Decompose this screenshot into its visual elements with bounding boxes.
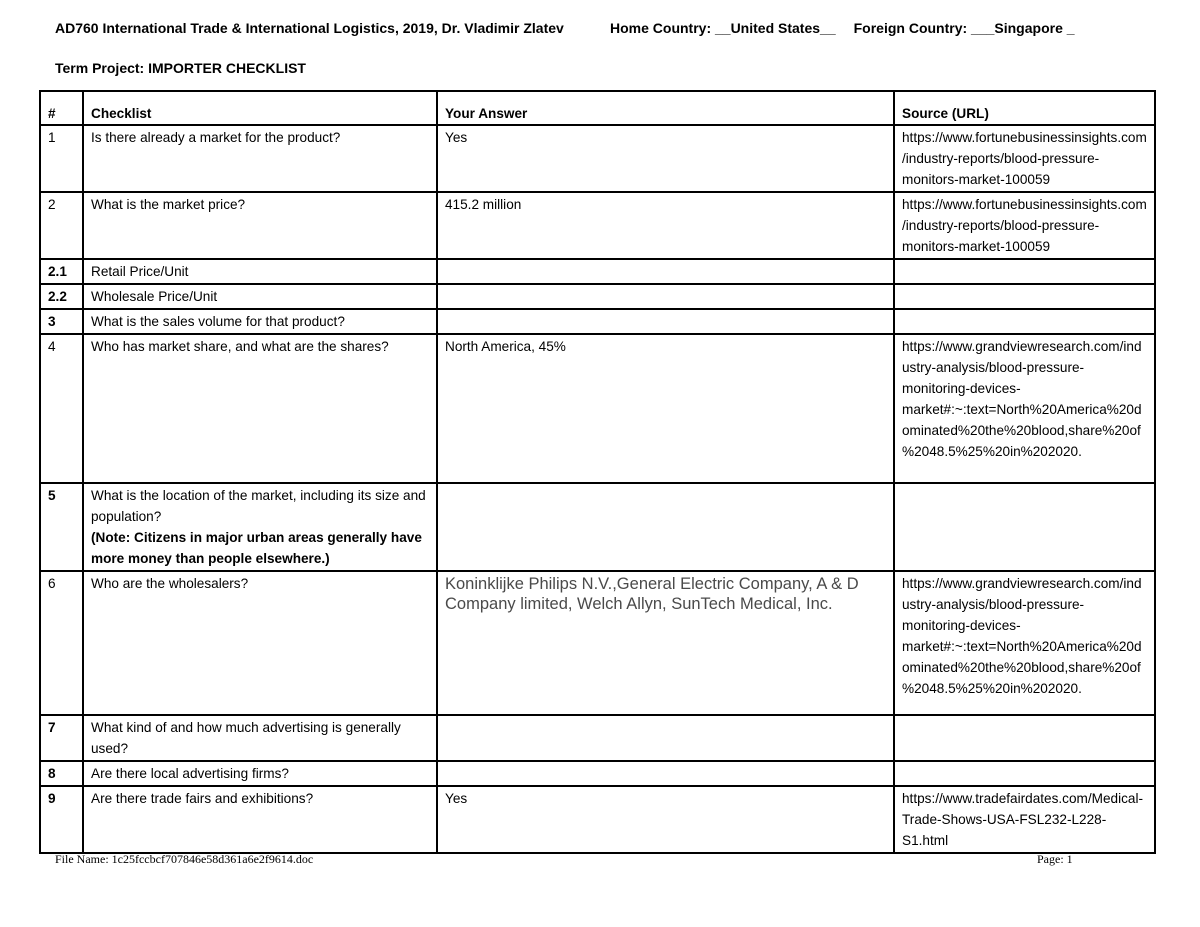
table-row [40,715,1155,761]
row-source: https://www.grandviewresearch.com/industry-analysis/blood-pressure-monitoring-devices-market#:~:text=North%20America%20dominated%20the%20blood,share%20of%2048.5%25%20in%202020. [894,334,1155,483]
row-source: https://www.fortunebusinessinsights.com/industry-reports/blood-pressure-monitors-market-100059 [894,192,1155,259]
project-title: Term Project: IMPORTER CHECKLIST [55,60,306,76]
row-number: 3 [40,309,83,334]
row-question: Are there local advertising firms? [83,761,437,786]
table-row [40,192,1155,259]
row-number: 2.2 [40,284,83,309]
row-answer [437,284,894,309]
row-question-note: (Note: Citizens in major urban areas generally have more money than people elsewhere.) [91,530,422,566]
row-question: What is the market price? [83,192,437,259]
row-source [894,309,1155,334]
checklist-table [39,90,1156,854]
row-source [894,259,1155,284]
row-source [894,483,1155,571]
table-row [40,786,1155,853]
row-question: Are there trade fairs and exhibitions? [83,786,437,853]
column-header-source: Source (URL) [894,91,1155,125]
row-number: 5 [40,483,83,571]
row-answer [437,483,894,571]
row-answer: Koninklijke Philips N.V.,General Electric Company, A & D Company limited, Welch Allyn, SunTech Medical, Inc. [437,571,894,715]
row-question: What is the location of the market, including its size and population? [91,488,426,524]
table-row [40,571,1155,715]
row-answer: North America, 45% [437,334,894,483]
document-title: AD760 International Trade & International Logistics, 2019, Dr. Vladimir Zlatev [55,20,564,36]
row-question: What kind of and how much advertising is generally used? [83,715,437,761]
row-answer: 415.2 million [437,192,894,259]
row-source [894,715,1155,761]
row-answer [437,715,894,761]
row-question-cell [83,483,437,571]
row-source [894,761,1155,786]
table-row [40,125,1155,192]
home-country: Home Country: __United States__ [610,20,836,36]
row-number: 2 [40,192,83,259]
row-number: 1 [40,125,83,192]
row-source: https://www.grandviewresearch.com/industry-analysis/blood-pressure-monitoring-devices-market#:~:text=North%20America%20dominated%20the%20blood,share%20of%2048.5%25%20in%202020. [894,571,1155,715]
table-row [40,309,1155,334]
row-question: Who are the wholesalers? [83,571,437,715]
row-source: https://www.tradefairdates.com/Medical-Trade-Shows-USA-FSL232-L228-S1.html [894,786,1155,853]
row-question: Wholesale Price/Unit [83,284,437,309]
row-number: 9 [40,786,83,853]
table-row [40,761,1155,786]
table-row [40,284,1155,309]
column-header-checklist: Checklist [83,91,437,125]
row-source [894,284,1155,309]
row-question: Is there already a market for the product? [83,125,437,192]
row-source: https://www.fortunebusinessinsights.com/industry-reports/blood-pressure-monitors-market-100059 [894,125,1155,192]
table-row [40,334,1155,483]
row-answer [437,259,894,284]
column-header-number: # [40,91,83,125]
row-answer [437,761,894,786]
row-number: 8 [40,761,83,786]
row-number: 7 [40,715,83,761]
row-answer [437,309,894,334]
row-question: What is the sales volume for that product? [83,309,437,334]
footer-page-number: Page: 1 [1037,852,1073,866]
row-number: 4 [40,334,83,483]
row-question: Retail Price/Unit [83,259,437,284]
column-header-answer: Your Answer [437,91,894,125]
footer-file-name: File Name: 1c25fccbcf707846e58d361a6e2f9614.doc [55,852,314,866]
row-number: 2.1 [40,259,83,284]
table-header-row [40,91,1155,125]
table-row [40,259,1155,284]
country-info [610,20,1075,36]
row-answer: Yes [437,125,894,192]
row-question: Who has market share, and what are the shares? [83,334,437,483]
row-number: 6 [40,571,83,715]
table-row [40,483,1155,571]
row-answer: Yes [437,786,894,853]
foreign-country: Foreign Country: ___Singapore _ [853,20,1075,36]
